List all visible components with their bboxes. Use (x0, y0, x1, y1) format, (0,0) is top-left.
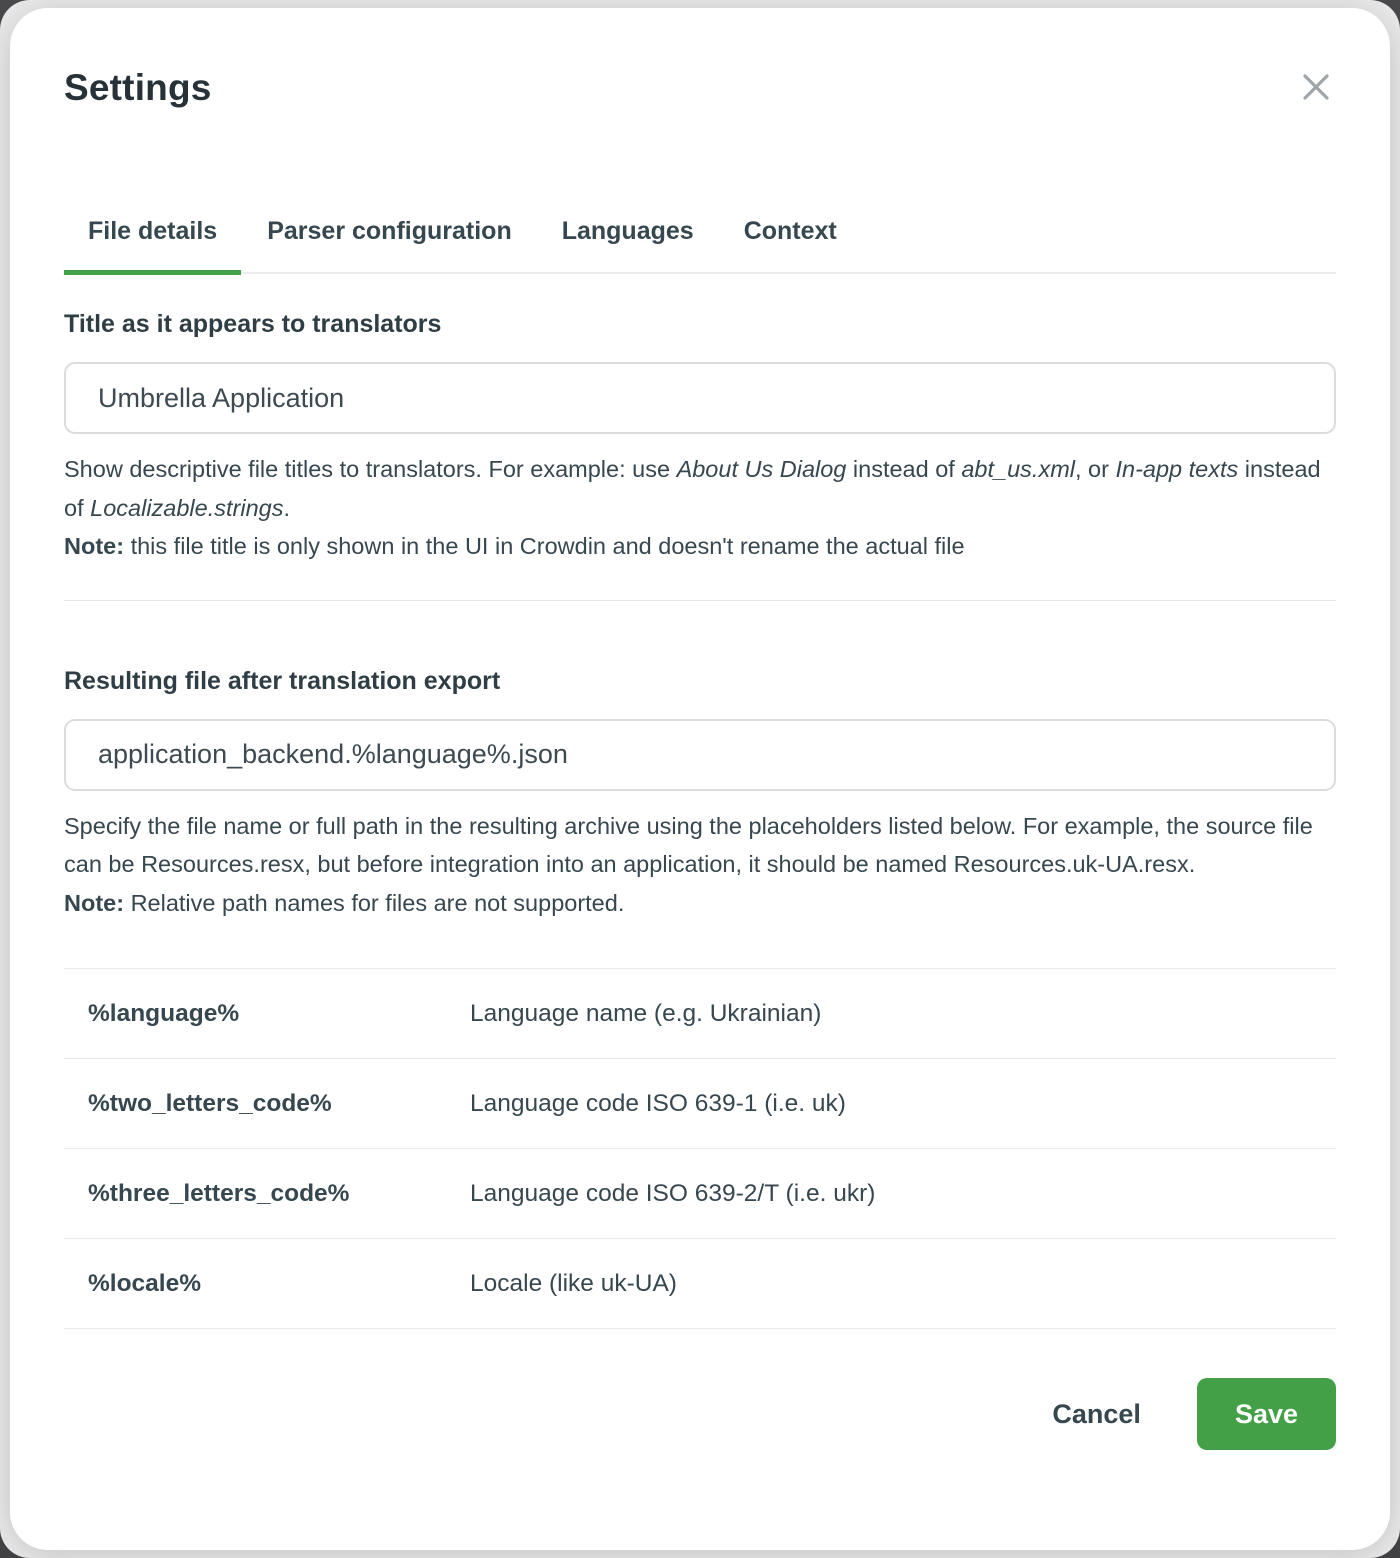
help-text-segment: Show descriptive file titles to translators. For example: use (64, 456, 677, 482)
table-row (64, 1059, 1336, 1149)
tab-label: Context (743, 217, 837, 245)
file-title-heading: Title as it appears to translators (64, 310, 442, 338)
help-text-segment: In-app texts (1115, 456, 1239, 482)
tab-label: File details (88, 217, 218, 245)
file-title-input[interactable] (64, 362, 1336, 434)
modal-header (64, 8, 1336, 112)
export-heading: Resulting file after translation export (64, 666, 501, 695)
placeholder-cell: %two_letters_code% (88, 1089, 332, 1117)
export-help (64, 807, 1336, 923)
help-text-segment: . (283, 494, 290, 521)
description-cell: Language code ISO 639-2/T (i.e. ukr) (470, 1179, 876, 1207)
table-row (64, 1149, 1336, 1239)
description-cell: Language name (e.g. Ukrainian) (470, 999, 822, 1027)
file-title-help (64, 450, 1336, 566)
tab-context[interactable] (720, 216, 861, 272)
close-icon (1300, 71, 1332, 106)
tab-file-details[interactable] (64, 216, 241, 272)
modal-title: Settings (64, 67, 212, 108)
help-text-segment: instead of (846, 456, 962, 482)
tabs (64, 216, 1336, 274)
help-text-segment: , or (1075, 456, 1116, 482)
tab-label: Languages (561, 217, 694, 245)
help-text-segment: this file title is only shown in the UI in Crowdin and doesn't rename the actual file (124, 533, 965, 559)
help-text-segment: Note: (64, 533, 125, 559)
help-text-segment: abt_us.xml (961, 456, 1075, 482)
help-text-segment: Localizable.strings (90, 494, 284, 521)
help-text-segment: Note: (64, 889, 125, 916)
table-row (64, 969, 1336, 1059)
save-button[interactable]: Save (1197, 1378, 1336, 1450)
section-divider (64, 600, 1336, 601)
placeholder-cell: %locale% (88, 1269, 202, 1297)
help-text-segment: Specify the file name or full path in the resulting archive using the placeholders listed below. For example, the source file can be Resources.resx, but before integration into an application, it should be named Resources.uk-UA.resx. (64, 812, 1313, 877)
help-text-segment: Relative path names for files are not supported. (124, 889, 625, 916)
placeholder-cell: %three_letters_code% (88, 1179, 350, 1207)
placeholders-table (64, 968, 1336, 1329)
description-cell: Locale (like uk-UA) (470, 1269, 677, 1297)
cancel-button[interactable]: Cancel (1052, 1398, 1141, 1429)
export-filename-input[interactable] (64, 719, 1336, 791)
description-cell: Language code ISO 639-1 (i.e. uk) (470, 1089, 846, 1117)
help-text-segment: instead of (64, 456, 1321, 521)
tab-languages[interactable] (538, 216, 718, 272)
table-row (64, 1239, 1336, 1329)
modal-footer (64, 1378, 1336, 1450)
settings-modal (10, 8, 1390, 1550)
placeholder-cell: %language% (88, 999, 240, 1027)
tab-label: Parser configuration (267, 217, 512, 245)
tab-parser-configuration[interactable] (243, 216, 536, 272)
help-text-segment: About Us Dialog (676, 456, 847, 482)
close-button[interactable] (1296, 68, 1336, 108)
